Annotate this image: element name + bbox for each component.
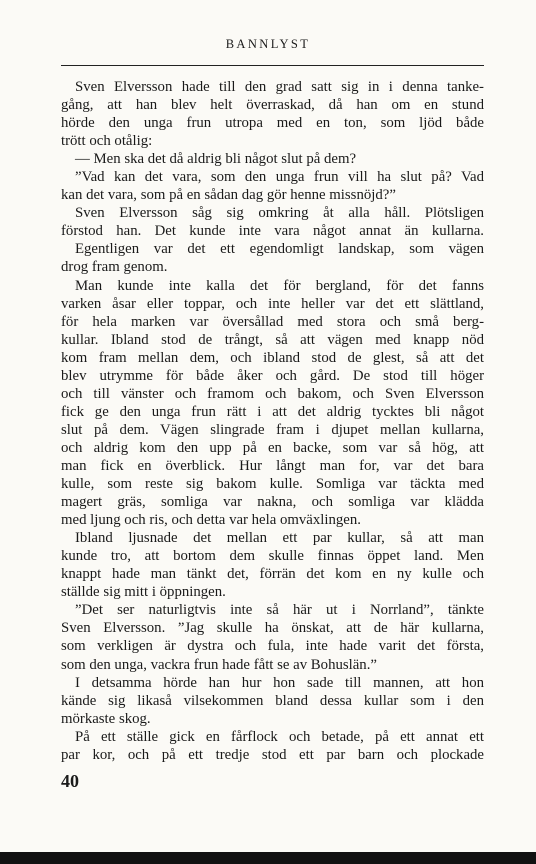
header-rule: [61, 65, 484, 66]
text-line: — Men ska det då aldrig bli något slut på dem?: [75, 151, 357, 168]
text-line: slut på dem. Vägen slingrade fram i djupet mellan kullarna,: [61, 421, 484, 438]
text-line: drog fram genom.: [61, 259, 168, 276]
text-line: ”Det ser naturligtvis inte så här ut i Norrland”, tänkte: [75, 602, 484, 619]
text-line: och till vänster och framom och bakom, och Sven Elversson: [61, 385, 484, 402]
text-line: blev utrymme för både åker och gård. De stod till höger: [61, 367, 484, 384]
text-line: I detsamma hörde han hur hon sade till mannen, att hon: [75, 674, 484, 691]
text-line: knappt hade man tänkt det, förrän det kom en ny kulle och: [61, 566, 484, 583]
text-line: magert gräs, somliga var nakna, och somliga var klädda: [61, 494, 484, 511]
scan-bottom-edge: [0, 852, 536, 864]
text-line: kunde tro, att bortom dem skulle finnas öppet land. Men: [61, 548, 484, 565]
text-line: fick ge den unga frun rätt i att det aldrig tycktes bli något: [61, 403, 484, 420]
text-line: par kor, och på ett tredje stod ett par barn och plockade: [61, 746, 484, 763]
body-text: [61, 78, 484, 764]
text-line: Ibland ljusnade det mellan ett par kullar, så att man: [75, 530, 484, 547]
text-line: och aldrig kom den upp på en backe, som var så hög, att: [61, 439, 484, 456]
text-line: trött och otålig:: [61, 133, 153, 150]
text-line: Egentligen var det ett egendomligt landskap, som vägen: [75, 241, 484, 258]
text-line: kan det vara, som på en sådan dag gör henne missnöjd?”: [61, 187, 396, 204]
text-line: ställde sig mitt i öppningen.: [61, 584, 226, 601]
text-line: för hela marken var översållad med stora och små berg-: [61, 313, 484, 330]
text-line: man fick en överblick. Hur långt man for, var det bara: [61, 457, 484, 474]
text-line: förstod han. Det kunde inte vara något annat än kullarna.: [61, 223, 484, 240]
text-line: kände sig likaså vilsekommen bland dessa kullar som i den: [61, 692, 484, 709]
text-line: kullar. Ibland stod de trångt, så att vägen med knapp nöd: [61, 331, 484, 348]
text-line: som den unga, vackra frun hade fått se av Bohuslän.”: [61, 656, 377, 673]
text-line: Sven Elversson hade till den grad satt sig in i denna tanke-: [75, 79, 484, 95]
running-header: BANNLYST: [225, 37, 311, 51]
page-number: 40: [61, 771, 79, 791]
text-line: varken åsar eller toppar, och inte heller var det ett slättland,: [61, 295, 484, 312]
text-line: Sven Elversson. ”Jag skulle ha önskat, att de här kullarna,: [61, 620, 484, 637]
text-line: gång, att han blev helt överraskad, då han om en stund: [61, 97, 484, 114]
text-line: kulle, som reste sig bakom kulle. Somliga var täckta med: [61, 476, 484, 493]
text-line: På ett ställe gick en fårflock och betade, på ett annat ett: [75, 728, 484, 745]
text-line: mörkaste skog.: [61, 710, 151, 727]
text-line: Man kunde inte kalla det för bergland, för det fanns: [75, 277, 484, 294]
text-line: Sven Elversson såg sig omkring åt alla håll. Plötsligen: [75, 205, 484, 222]
text-line: kom fram mellan dem, och ibland stod de glest, så att det: [61, 349, 484, 366]
text-line: hörde den unga frun utropa med en ton, som ljöd både: [61, 115, 484, 132]
text-line: ”Vad kan det vara, som den unga frun vill ha slut på? Vad: [75, 169, 484, 186]
text-line: med ljung och ris, och detta var hela omväxlingen.: [61, 512, 361, 529]
text-line: som verkligen är dystra och fula, inte hade varit det första,: [61, 638, 484, 655]
